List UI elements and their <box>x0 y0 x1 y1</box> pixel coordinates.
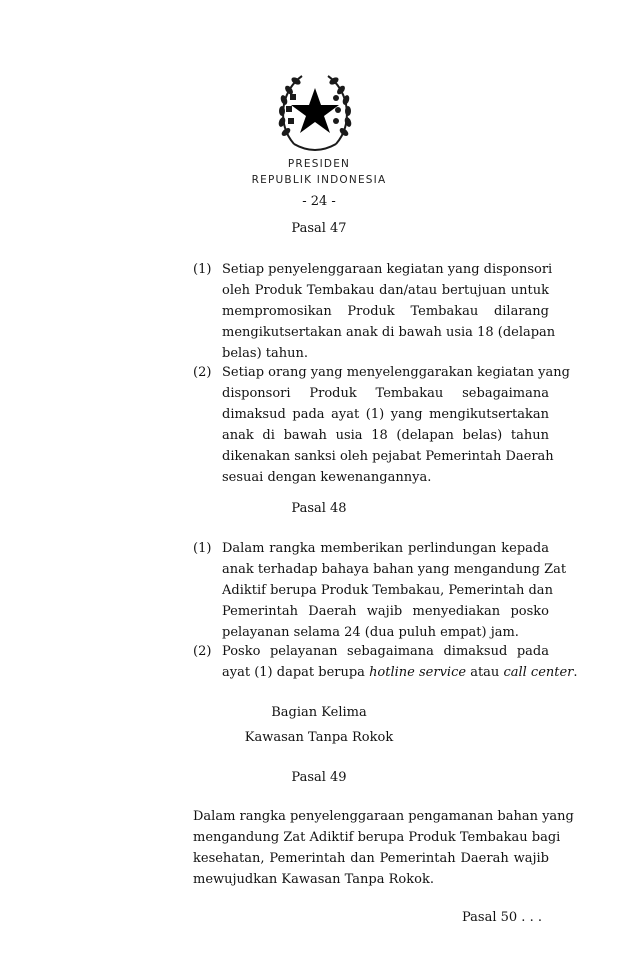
pasal-49-body <box>193 806 574 890</box>
text-run: atau <box>466 665 504 680</box>
text-run: ayat (1) dapat berupa <box>222 665 370 680</box>
bagian-subtitle: Kawasan Tanpa Rokok <box>244 730 394 745</box>
item-line: anak terhadap bahaya bahan yang mengandung Zat <box>222 562 567 577</box>
item-line: disponsori Produk Tembakau sebagaimana <box>222 386 549 401</box>
item-line: sesuai dengan kewenangannya. <box>222 470 432 485</box>
item-number: (1) <box>193 541 212 556</box>
header-republik-indonesia: REPUBLIK INDONESIA <box>251 174 387 186</box>
bagian-title: Bagian Kelima <box>271 705 367 720</box>
italic-term: call center <box>503 665 574 680</box>
pasal-47-title: Pasal 47 <box>291 221 347 236</box>
item-line: dikenakan sanksi oleh pejabat Pemerintah Daerah <box>222 449 554 464</box>
next-page-indicator: Pasal 50 . . . <box>462 910 542 925</box>
item-line: mempromosikan Produk Tembakau dilarang <box>222 304 549 319</box>
page-number: - 24 - <box>302 194 336 209</box>
item-line: Pemerintah Daerah wajib menyediakan posko <box>222 604 549 619</box>
header-presiden: PRESIDEN <box>287 158 351 170</box>
item-number: (2) <box>193 644 212 659</box>
garuda-star-emblem-icon <box>272 66 358 156</box>
item-line: Setiap orang yang menyelenggarakan kegiatan yang <box>222 365 570 380</box>
body-line: kesehatan, Pemerintah dan Pemerintah Daerah wajib <box>193 851 549 866</box>
item-number: (1) <box>193 262 212 277</box>
item-line: Posko pelayanan sebagaimana dimaksud pada <box>222 644 549 659</box>
body-line: mewujudkan Kawasan Tanpa Rokok. <box>193 872 434 887</box>
body-line: mengandung Zat Adiktif berupa Produk Tembakau bagi <box>193 830 561 845</box>
item-line: pelayanan selama 24 (dua puluh empat) jam. <box>222 625 519 640</box>
item-line: belas) tahun. <box>222 346 309 361</box>
italic-term: hotline service <box>369 665 467 680</box>
item-line: dimaksud pada ayat (1) yang mengikutsertakan <box>222 407 549 422</box>
item-line: anak di bawah usia 18 (delapan belas) tahun <box>222 428 549 443</box>
body-line: Dalam rangka penyelenggaraan pengamanan bahan yang <box>193 809 574 824</box>
item-line: mengikutsertakan anak di bawah usia 18 (delapan <box>222 325 556 340</box>
item-line-mixed <box>222 662 578 683</box>
item-line: oleh Produk Tembakau dan/atau bertujuan untuk <box>222 283 549 298</box>
text-run: . <box>573 665 578 680</box>
item-line: Dalam rangka memberikan perlindungan kepada <box>222 541 549 556</box>
item-number: (2) <box>193 365 212 380</box>
pasal-48-title: Pasal 48 <box>291 501 347 516</box>
pasal-49-title: Pasal 49 <box>291 770 347 785</box>
item-line: Setiap penyelenggaraan kegiatan yang disponsori <box>222 262 553 277</box>
item-line: Adiktif berupa Produk Tembakau, Pemerintah dan <box>222 583 553 598</box>
